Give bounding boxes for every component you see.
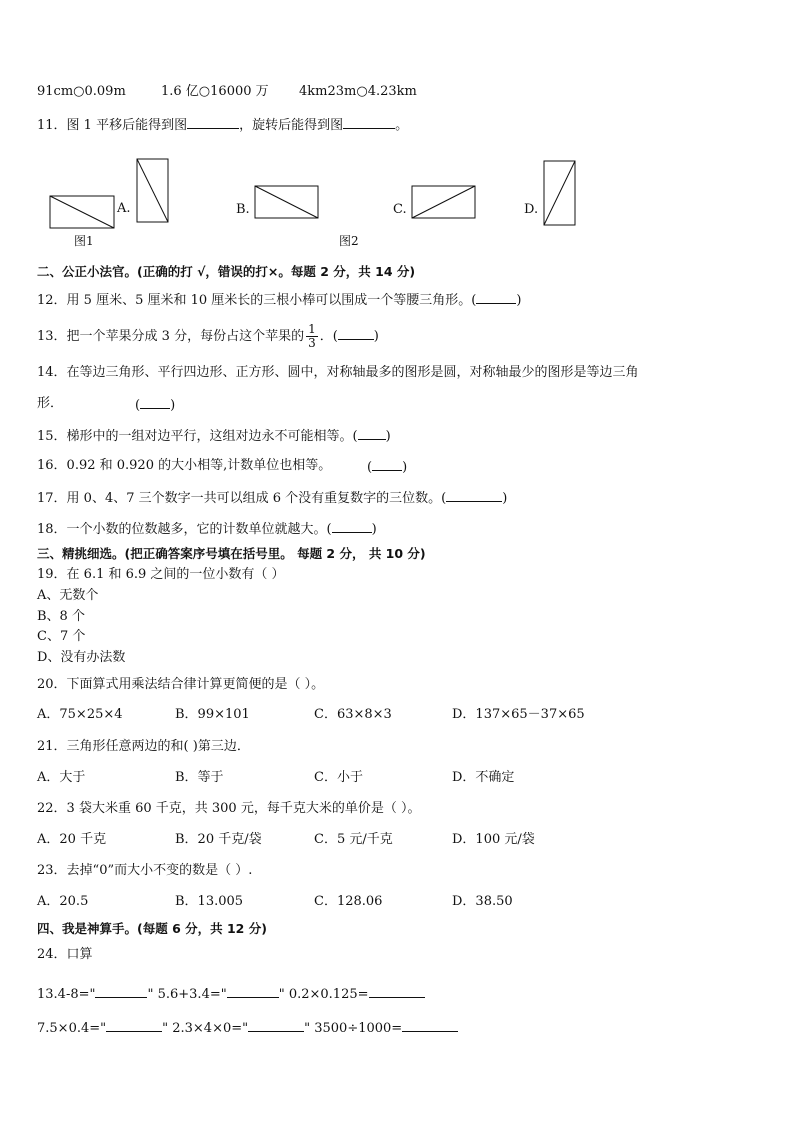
- q22-option-a[interactable]: A．20 千克: [37, 832, 107, 847]
- q21-option-c[interactable]: C．小于: [314, 770, 363, 785]
- q21-option-b[interactable]: B．等于: [175, 770, 224, 785]
- figure-rectangles: [0, 152, 794, 252]
- fraction-one-third: $\frac{1}{3}$: [308, 322, 316, 350]
- section-4-title: 四、我是神算手。(每题 6 分，共 12 分): [37, 921, 267, 936]
- answer-blank[interactable]: [372, 458, 402, 471]
- q19-option-d[interactable]: D、没有办法数: [37, 650, 126, 665]
- q21-option-d[interactable]: D．不确定: [452, 770, 515, 785]
- question-20: 20．下面算式用乘法结合律计算更简便的是（ ）。: [37, 677, 325, 692]
- question-14-line-2: 形． ( ): [37, 396, 176, 413]
- question-17: 17．用 0、4、7 三个数字一共可以组成 6 个没有重复数字的三位数。( ): [37, 491, 508, 506]
- question-23: 23．去掉“0”而大小不变的数是（ ）.: [37, 863, 253, 878]
- q23-option-d[interactable]: D．38.50: [452, 894, 513, 909]
- q22-option-c[interactable]: C．5 元/千克: [314, 832, 393, 847]
- q22-option-d[interactable]: D．100 元/袋: [452, 832, 535, 847]
- mental-math-row-2: 7.5×0.4=" " 2.3×4×0=" " 3500÷1000=: [37, 1019, 458, 1037]
- q23-option-b[interactable]: B．13.005: [175, 894, 244, 909]
- answer-blank[interactable]: [402, 1019, 458, 1032]
- q20-option-d[interactable]: D．137×65－37×65: [452, 707, 585, 722]
- q23-option-c[interactable]: C．128.06: [314, 894, 383, 909]
- figure-label-c: C.: [393, 202, 407, 217]
- figure-caption-1: 图1: [74, 234, 94, 248]
- answer-blank[interactable]: [106, 1019, 162, 1032]
- answer-blank[interactable]: [369, 985, 425, 998]
- answer-blank[interactable]: [476, 291, 516, 304]
- section-2-title: 二、公正小法官。(正确的打 √，错误的打×。每题 2 分，共 14 分): [37, 264, 416, 279]
- question-21: 21．三角形任意两边的和( )第三边．: [37, 739, 250, 754]
- question-14-line-1: 14．在等边三角形、平行四边形、正方形、圆中，对称轴最多的图形是圆，对称轴最少的图形是等边三角: [37, 365, 639, 380]
- answer-blank[interactable]: [95, 985, 147, 998]
- q19-option-b[interactable]: B、8 个: [37, 609, 85, 624]
- figure-caption-2: 图2: [339, 234, 359, 248]
- compare-item-2: 1.6 亿○16000 万: [161, 84, 269, 99]
- compare-item-1: 91cm○0.09m: [37, 84, 126, 99]
- q23-option-a[interactable]: A．20.5: [37, 894, 89, 909]
- question-11: 11．图 1 平移后能得到图 ，旋转后能得到图 。: [37, 118, 409, 133]
- section-3-title: 三、精挑细选。(把正确答案序号填在括号里。 每题 2 分， 共 10 分): [37, 546, 426, 561]
- q20-option-c[interactable]: C．63×8×3: [314, 707, 392, 722]
- q21-option-a[interactable]: A．大于: [37, 770, 86, 785]
- option-a-rectangle: [137, 159, 168, 222]
- q19-option-a[interactable]: A、无数个: [37, 588, 99, 603]
- q20-option-b[interactable]: B．99×101: [175, 707, 250, 722]
- answer-blank[interactable]: [248, 1019, 304, 1032]
- question-18: 18．一个小数的位数越多，它的计数单位就越大。( ): [37, 522, 377, 537]
- answer-blank[interactable]: [187, 116, 239, 129]
- q20-option-a[interactable]: A．75×25×4: [37, 707, 123, 722]
- q19-option-c[interactable]: C、7 个: [37, 629, 86, 644]
- option-d-rectangle: [544, 161, 575, 225]
- answer-blank[interactable]: [338, 327, 374, 340]
- answer-blank[interactable]: [343, 116, 395, 129]
- question-24-label: 24．口算: [37, 947, 93, 962]
- question-12: 12．用 5 厘米、5 厘米和 10 厘米长的三根小棒可以围成一个等腰三角形。( ): [37, 293, 522, 308]
- figure-label-b: B.: [236, 202, 250, 217]
- answer-blank[interactable]: [227, 985, 279, 998]
- question-19: 19．在 6.1 和 6.9 之间的一位小数有（ ）: [37, 567, 285, 582]
- answer-blank[interactable]: [332, 520, 372, 533]
- figure-label-a: A.: [117, 201, 131, 216]
- figure-label-d: D.: [524, 202, 539, 217]
- q22-option-b[interactable]: B．20 千克/袋: [175, 832, 262, 847]
- option-c-rectangle: [412, 186, 475, 218]
- mental-math-row-1: 13.4-8=" " 5.6+3.4=" " 0.2×0.125=: [37, 985, 425, 1003]
- answer-blank[interactable]: [446, 489, 502, 502]
- answer-blank[interactable]: [358, 427, 386, 440]
- option-b-rectangle: [255, 186, 318, 218]
- answer-blank[interactable]: [140, 396, 170, 409]
- question-15: 15．梯形中的一组对边平行，这组对边永不可能相等。( ): [37, 429, 391, 444]
- question-22: 22．3 袋大米重 60 千克，共 300 元，每千克大米的单价是（ ）。: [37, 801, 421, 816]
- question-13: 13．把一个苹果分成 3 分，每份占这个苹果的 $\frac{1}{3}$ ．( ): [37, 322, 379, 350]
- figure-1-rectangle: [50, 196, 114, 228]
- compare-item-3: 4km23m○4.23km: [299, 84, 417, 99]
- question-16: 16．0.92 和 0.920 的大小相等,计数单位也相等。 ( ): [37, 458, 408, 475]
